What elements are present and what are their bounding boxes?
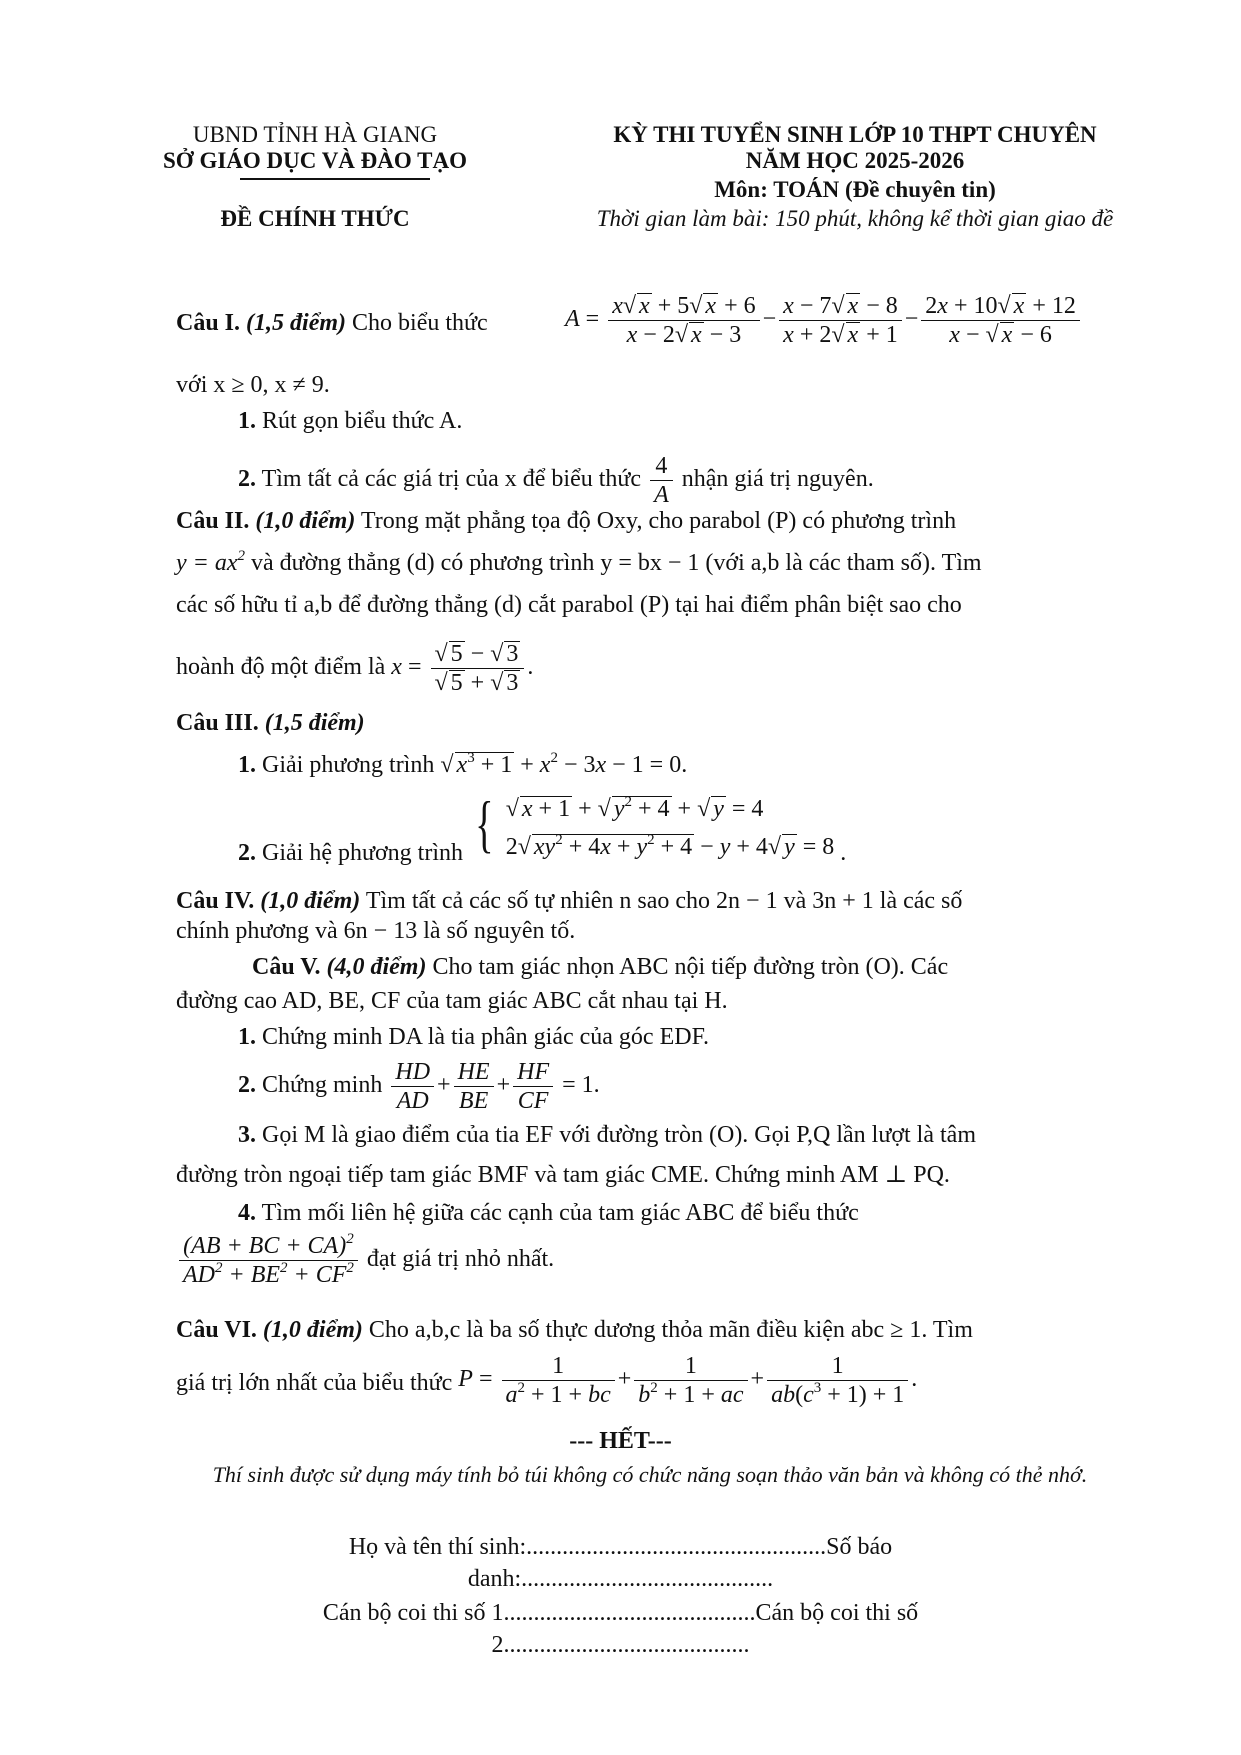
time-limit: Thời gian làm bài: 150 phút, không kể thời gian giao đề [596,206,1114,231]
q5-ratio-fraction: $\frac{(AB + BC + CA)^2}{AD^2 + BE^2 + CF^2}$ [179,1232,358,1289]
candidate-line1: Họ và tên thí sinh:..................................................Số báo [348,1534,893,1560]
q6-line2: giá trị lớn nhất của biểu thức P = $\frac{1}{a^2 + 1 + bc}$ + $\frac{1}{b^2 + 1 + ac}$ + $\frac{1}{ab(c^3 + 1) + 1}$ . [176,1353,918,1408]
q4-line2: chính phương và 6n − 13 là số nguyên tố. [176,918,576,944]
header-left-line1: UBND TỈNH HÀ GIANG [192,122,438,147]
q5-line2: đường cao AD, BE, CF của tam giác ABC cắt nhau tại H. [176,988,728,1014]
school-year: NĂM HỌC 2025-2026 [745,148,965,173]
q1-label: Câu I. [176,310,241,336]
q2-line1: Câu II. (1,0 điểm) Trong mặt phẳng tọa độ Oxy, cho parabol (P) có phương trình [176,508,957,534]
q4-line1: Câu IV. (1,0 điểm) Tìm tất cả các số tự nhiên n sao cho 2n − 1 và 3n + 1 là các số [176,888,963,914]
q6-line1: Câu VI. (1,0 điểm) Cho a,b,c là ba số thực dương thỏa mãn điều kiện abc ≥ 1. Tìm [176,1317,973,1343]
q3-system: √ $x + 1 + √y^2 + 4 + √y = 4$ 2√ $xy^2 + 4x + y^2 + 4 - y + 4√$ y = 8 [506,790,835,866]
q3-heading: Câu III. (1,5 điểm) [176,710,365,736]
q5-line1: Câu V. (4,0 điểm) Cho tam giác nhọn ABC nội tiếp đường tròn (O). Các [252,954,949,980]
official-label: ĐỀ CHÍNH THỨC [220,206,410,231]
candidate-line2: danh:.......................................... [467,1566,774,1592]
q1-line1 [176,308,488,338]
exam-title: KỲ THI TUYỂN SINH LỚP 10 THPT CHUYÊN [613,122,1097,147]
q1-frac2: $\frac{x - 7√ x - 8}{x + 2√ x + 1}$ [779,292,902,349]
header-underline [240,178,430,180]
q1-frac1: $\frac{x√ x + 5√ x + 6}{x - 2√ x - 3}$ [608,292,759,349]
q5-part4-line1: 4. Tìm mối liên hệ giữa các cạnh của tam giác ABC để biểu thức [238,1200,859,1226]
end-marker: --- HẾT--- [569,1428,672,1454]
q2-line2: $y = ax^2$ và đường thẳng (d) có phương trình y = bx − 1 (với a,b là các tham số). Tìm [176,548,982,576]
q1-intro: Cho biểu thức [352,310,488,336]
q2-line3: các số hữu tỉ a,b để đường thẳng (d) cắt parabol (P) tại hai điểm phân biệt sao cho [176,592,962,618]
proctor-line2: 2......................................... [491,1632,750,1658]
q5-part3-line1: 3. Gọi M là giao điểm của tia EF với đường tròn (O). Gọi P,Q lần lượt là tâm [238,1122,976,1148]
q5-part2: 2. Chứng minh $\frac{HD}{AD}$ + $\frac{HE}{BE}$ + $\frac{HF}{CF}$ = 1. [238,1059,600,1114]
subject: Môn: TOÁN (Đề chuyên tin) [714,177,996,202]
parabola-equation: $y = ax^2$ [176,548,245,576]
q3-part1: 1. Giải phương trình √ $x^3 + 1 + x^2 - 3x - 1 = 0$. [238,750,687,780]
q5-part3-line2: đường tròn ngoại tiếp tam giác BMF và tam giác CME. Chứng minh AM ⊥ PQ. [176,1162,950,1188]
q5-part4-line2: $\frac{(AB + BC + CA)^2}{AD^2 + BE^2 + CF^2}$ đạt giá trị nhỏ nhất. [176,1232,554,1289]
q5-part1: 1. Chứng minh DA là tia phân giác của góc EDF. [238,1024,709,1050]
q1-expression: A = $\frac{x√ x + 5√ x + 6}{x - 2√ x - 3}$ − $\frac{x - 7√ x - 8}{x + 2√ x + 1}$ − $\frac{2x + 10√ x + 12}{x - √x - 6}$ [565,292,1083,349]
header-left-line2: SỞ GIÁO DỤC VÀ ĐÀO TẠO [163,148,467,173]
q1-frac3: $\frac{2x + 10√ x + 12}{x - √x - 6}$ [921,292,1080,349]
q2-root-fraction: √ 5 − √3 √5 + √3 [431,640,525,697]
q1-part2: 2. Tìm tất cả các giá trị của x để biểu thức $\frac{4}{A}$ nhận giá trị nguyên. [238,453,874,508]
q1-part1: 1. Rút gọn biểu thức A. [238,408,463,434]
q3-equation1: √ $x^3 + 1 + x^2 - 3x - 1 = 0$. [440,752,687,778]
q1-condition: với x ≥ 0, x ≠ 9. [176,372,330,398]
q2-line4: hoành độ một điểm là x = √ 5 − √3 √5 + √3 . [176,640,533,697]
q1-points: (1,5 điểm) [246,310,347,336]
calculator-note: Thí sinh được sử dụng máy tính bỏ túi không có chức năng soạn thảo văn bản và không có thẻ nhớ. [212,1462,1088,1487]
proctor-line1: Cán bộ coi thi số 1..........................................Cán bộ coi thi số [322,1600,919,1626]
q1-frac-4-over-a: $\frac{4}{A}$ [650,452,673,509]
q3-part2: 2. Giải hệ phương trình { √ $x + 1 + √y^2 + 4 + √y = 4$ 2√ $xy^2 + 4x + y^2 + 4 - y + 4√$ y = 8 . [238,790,846,866]
